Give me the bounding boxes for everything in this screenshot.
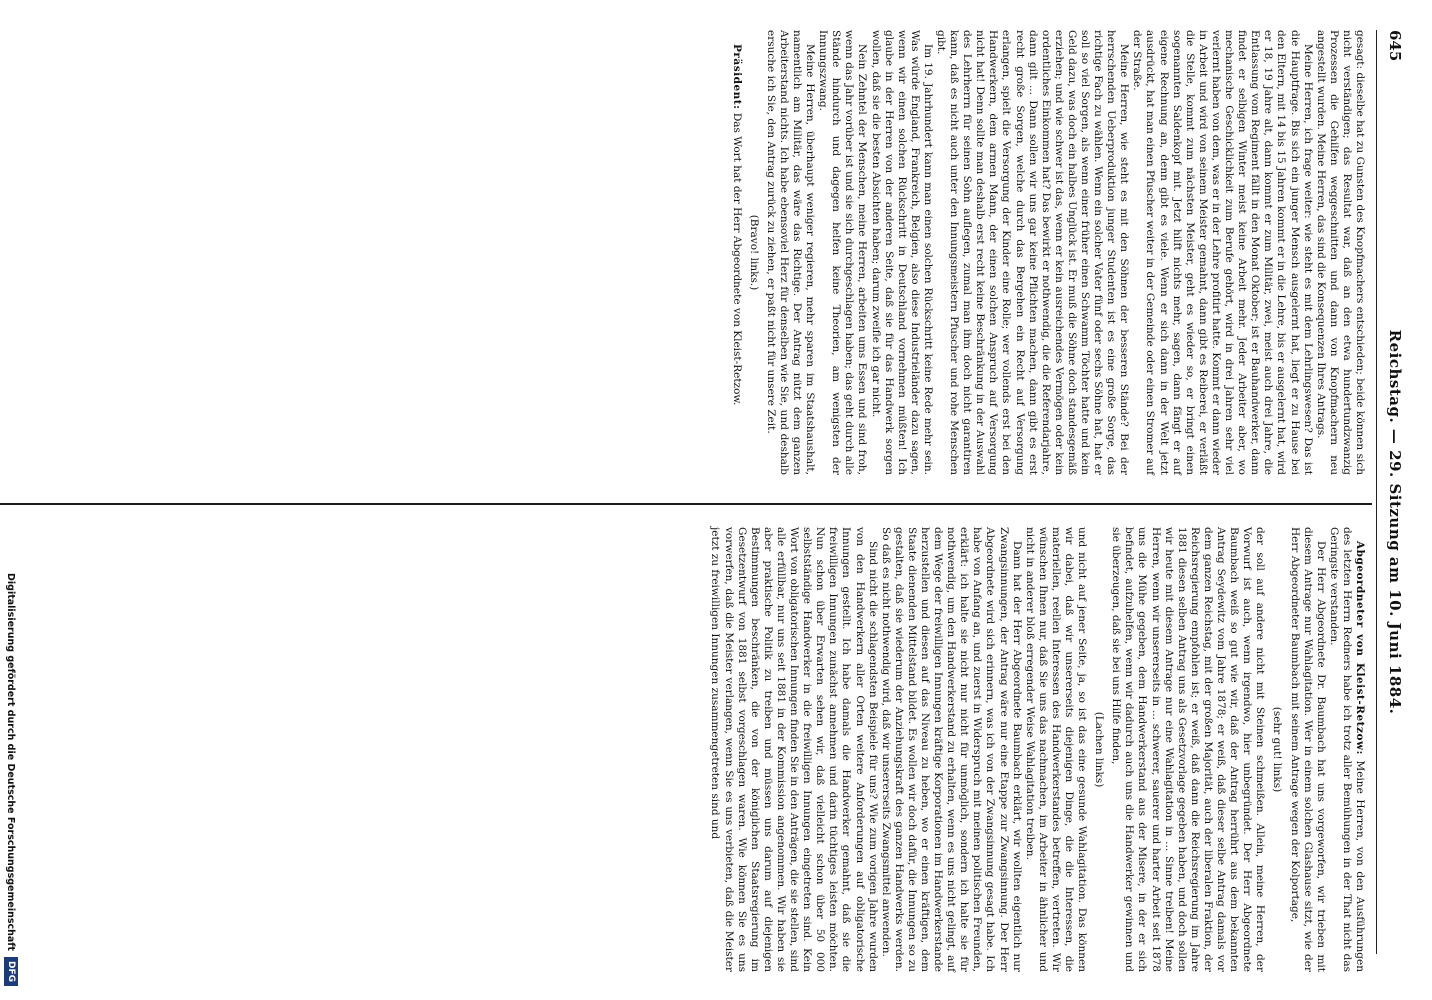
interjection-2: (Lachen links)	[1093, 711, 1106, 788]
page-number: 645	[1386, 30, 1404, 62]
left-paragraph-4: Im 19. Jahrhundert kann man einen solchen Rückschritt keine Rede mehr sein. Was würde England, Frankreich, Belgien, also diese Industrieländer dazu sagen, wenn wir einen solchen Rückschritt in Deutschland vornehmen müßten! Ich glaube in der Herren von der anderen Seite, daß sie für das Handwerk sorgen wollen, daß sie die besten Absichten haben; darum zweifle ich gar nicht.	[869, 30, 934, 475]
applause-note: (Bravo! links.)	[747, 214, 760, 291]
left-paragraph-5: Nein Zehntel der Menschen, meine Herren, arbeiten ums Essen und sind froh, wenn das Jahr vorüber ist und sie sich durchgeschlagen haben; das geht durch alle Stände hindurch und dagegen helfen keine Theorien, am wenigsten der Innungszwang.	[817, 30, 869, 475]
right-paragraph-5: Dann hat der Herr Abgeordnete Baumbach erklärt, wir wollten eigentlich nur Zwangsinnungen, der Antrag wäre nur eine Etappe zur Zwangsinnung. Der Herr Abgeordnete wird sich erinnern, was ich von der Zwangsinnung gesagt habe. Ich habe von Anfang an, und zuerst in Widerspruch mit meinen politischen Freunden, erklärt: ich halte sie nicht nur nicht für unmöglich, sondern ich halte sie für nothwendig, um den Handwerkerstand zu erhalten, wenn es uns nicht gelingt, auf dem Wege der freiwilligen Innungen kräftige Korporationen im Handwerkerstande herzustellen und diesen auf das Niveau zu heben, wo er einen kräftigen, dem Staate dienenden Mittelstand bildet. Es wollen wir doch dafür, die Innungen so zu gestalten, daß sie wiederum der Anziehungskraft des ganzen Handwerks werden. So daß es nicht nothwendig wird, daß wir unsererseits Zwangsmittel anwenden.	[879, 527, 1023, 972]
digitization-footer	[2, 0, 20, 1000]
running-header	[1382, 30, 1404, 954]
left-paragraph-3: Meine Herren, wie steht es mit den Söhnen der besseren Stände? Bei der herrschenden Ueberproduktion junger Studenten ist es eine große Sorge, das richtige Fach zu wählen. Wenn ein solcher Vater fünf oder sechs Söhne hat, hat er soll so viel Sorgen, als wenn einer früher einen Schwamm Töchter hatte und kein Geld dazu, was doch ein halbes Unglück ist. Er muß die Söhne doch standesgemäß erziehen; und wie schwer ist das, wenn er kein ausreichendes Vermögen oder kein ordentliches Einkommen hat? Das bewirkt er nothwendig, die die Referendarjahre, dann gilt ... Dann sollen wir uns gar keine Pflichten machen, dann gibt es erst recht große Sorgen, welche durch das Bergehen ein Recht auf Versorgung erlangen, spielt die Versorgung der Kinder eine Rolle; wer vollends erst bei den Handwerkern, dem armen Mann, der einen solchen Anspruch auf Versorgung nicht hat! Denn sollte man deshalb erst recht keine Beschränkung in der Auswahl des Lehrherrn für seinen Sohn auflegen, zumal man ihm doch nicht garantiren kann, daß es nicht auch unter den Innungsmeistern Pfuscher und rohe Menschen gibt.	[935, 30, 1131, 475]
header-rule	[1376, 30, 1377, 954]
left-paragraph-1: gesagt: dieselbe hat zu Gunsten des Knopfmachers entschieden; beide können sich nicht verständigen; das Resultat war, daß an den etwa hundertundzwanzig Prozessen die Gehilfen weggeschnitten und dann von Knopfmachern neu angestellt wurden. Meine Herren, das sind die Konsequenzen Ihres Antrags.	[1314, 30, 1366, 475]
president-label: Präsident:	[730, 44, 743, 110]
speaker-intro	[1327, 527, 1366, 972]
left-paragraph-6: Meine Herren, überhaupt weniger regieren, mehr sparen im Staatshaushalt, namentlich am Militär, das wäre das Richtige. Der Antrag nützt dem ganzen Arbeiterstand nichts. Ich habe ebensoviel Herz für denselben wie Sie, und deshalb ersuche ich Sie, den Antrag zurück zu ziehen, er paßt nicht für unsere Zeit.	[764, 30, 817, 475]
dfg-logo: DFG	[4, 957, 18, 986]
right-paragraph-3: der soll auf andere nicht mit Steinen schmeißen. Allein, meine Herren, der Vorwurf ist auch, wenn irgendwo, hier unbegründet. Der Herr Abgeordnete Baumbach weiß so gut wie wir, daß der Antrag herrührt aus dem bekannten Antrag Seydewitz vom Jahre 1878; er weiß, daß dieser selbe Antrag damals vor dem ganzen Reichstag, mit der großen Majorität, auch der liberalen Fraktion, der Reichsregierung empfohlen ist; er weiß, daß dann die Reichsregierung im Jahre 1881 diesen selben Antrag uns als Gesetzvorlage gegeben haben, und doch sollen wir heute mit diesem Antrage nur eine Wahlagitation in ... Sinne treiben! Meine Herren, wenn wir unsererseits in ... schwerer, sauerer und harter Arbeit seit 1878 uns die Mühe gegeben, dem Handwerkerstand aus der Misere, in der er sich befindet, aufzuhelfen, wenn wir dadurch auch uns die Handwerker gewinnen und sie überzeugen, daß sie bei uns Hilfe finden,	[1110, 527, 1267, 972]
right-paragraph-2: Der Herr Abgeordnete Dr. Baumbach hat uns vorgeworfen, wir trieben mit diesem Antrage nur Wahlagitation. Wer in einem solchen Glashause sitzt, wie der Herr Abgeordneter Baumbach mit seinem Antrage wegen der Kolportage,	[1288, 527, 1327, 972]
left-column	[730, 30, 1367, 475]
session-title: Reichstag. — 29. Sitzung am 10. Juni 1884.	[1386, 329, 1404, 715]
president-text: Das Wort hat der Herr Abgeordnete von Kleist-Retzow.	[730, 112, 743, 406]
right-column	[708, 527, 1366, 972]
column-divider	[0, 503, 1372, 505]
right-paragraph-4: und nicht auf jener Seite, ja, so ist das eine gesunde Wahlagitation. Das können wir dabei, daß wir unsererseits diejenigen Dinge, die die Interessen, die materiellen, reellen Interessen des Handwerkerstandes betreffen, vertreten. Wir wünschen Ihnen nur, daß Sie uns das nachmachen, im Arbeiter in ähnlicher und nicht in anderer bloß erregender Weise Wahlagitation treiben.	[1023, 527, 1089, 972]
right-paragraph-6: Sind nicht die schlagendsten Beispiele für uns? Wie zum vorigen Jahre wurden von den Handwerkern aller Orten weitere Anforderungen auf obligatorische Innungen gestellt. Ich habe damals die Handwerker gemahnt, daß sie die freiwilligen Innungen zunächst annehmen und darin tüchtiges leisten möchten. Nun schon über Erwarten sehen wir, daß vielleicht schon über 50 000 selbstständige Handwerker in die freiwilligen Innungen eingetreten sind. Kein Wort von obligatorischen Innungen finden Sie in den Anträgen, die sie stellen, sind alle erfüllbar, nur uns seit 1881 in der Kommission angenommen. Wir haben sie aber praktische Politik zu treiben und müssen uns darum auf diejenigen Bestimmungen beschränken, die von der königlichen Staatsregierung im Gesetzentwurf von 1881 selbst vorgeschlagen waren. Wie können Sie es uns vorwerfen, daß die Meister verlangen, wenn Sie es uns verbieten, daß die Meister jetzt zu freiwilligen Innungen zusammengetreten sind und	[709, 527, 879, 972]
speaker-label: Abgeordneter von Kleist-Retzow:	[1354, 541, 1366, 755]
digitization-credit: Digitalisierung gefördert durch die Deutsche Forschungsgemeinschaft	[5, 573, 17, 951]
left-paragraph-2: Meine Herren, ich frage weiter: wie steht es mit dem Lehrlingswesen? Das ist die Hauptfrage. Bis sich ein junger Mensch ausgelernt hat, liegt er zu Hause bei den Eltern, mit 14 bis 15 Jahren kommt er in die Lehre, bis er ausgelernt hat, wird er 18, 19 Jahre alt, dann kommt er zum Militär, zwei, meist auch drei Jahre, die Entlassung vom Regiment fällt in den Monat Oktober; ist er Bauhandwerker, dann findet er selbigen Winter meist keine Arbeit mehr. Jeder Arbeiter aber, wo mechanische Geschicklichkeit zum Berufe gehört, wird in drei Jahren sehr viel verlernt haben von dem, was er in der Lehre profitirt hatte. Kommt er dann wieder in Arbeit und wird von seinem Meister gemahnt, dann gibt es Reiberei, er verläßt die Stelle, kommt zum nächsten Meister, geht es wieder so, er bringt einen sogenannten Saldenkopf mit. Jetzt hilft nichts mehr, sagen, dann fängt er auf eigene Rechnung an, denn gibt es viele. Wenn er sich dann in der Welt jetzt ausdrückt, hat man einen Pfuscher weiter in der Gemeinde oder einen Stromer auf der Straße.	[1131, 30, 1314, 475]
interjection-1: (sehr gut! links)	[1271, 706, 1284, 793]
right-paragraph-1: Meine Herren, von den Ausführungen des letzten Herrn Redners habe ich trotz aller Bemühungen in der That nicht das Geringste verstanden.	[1327, 527, 1366, 972]
president-statement	[730, 30, 743, 475]
